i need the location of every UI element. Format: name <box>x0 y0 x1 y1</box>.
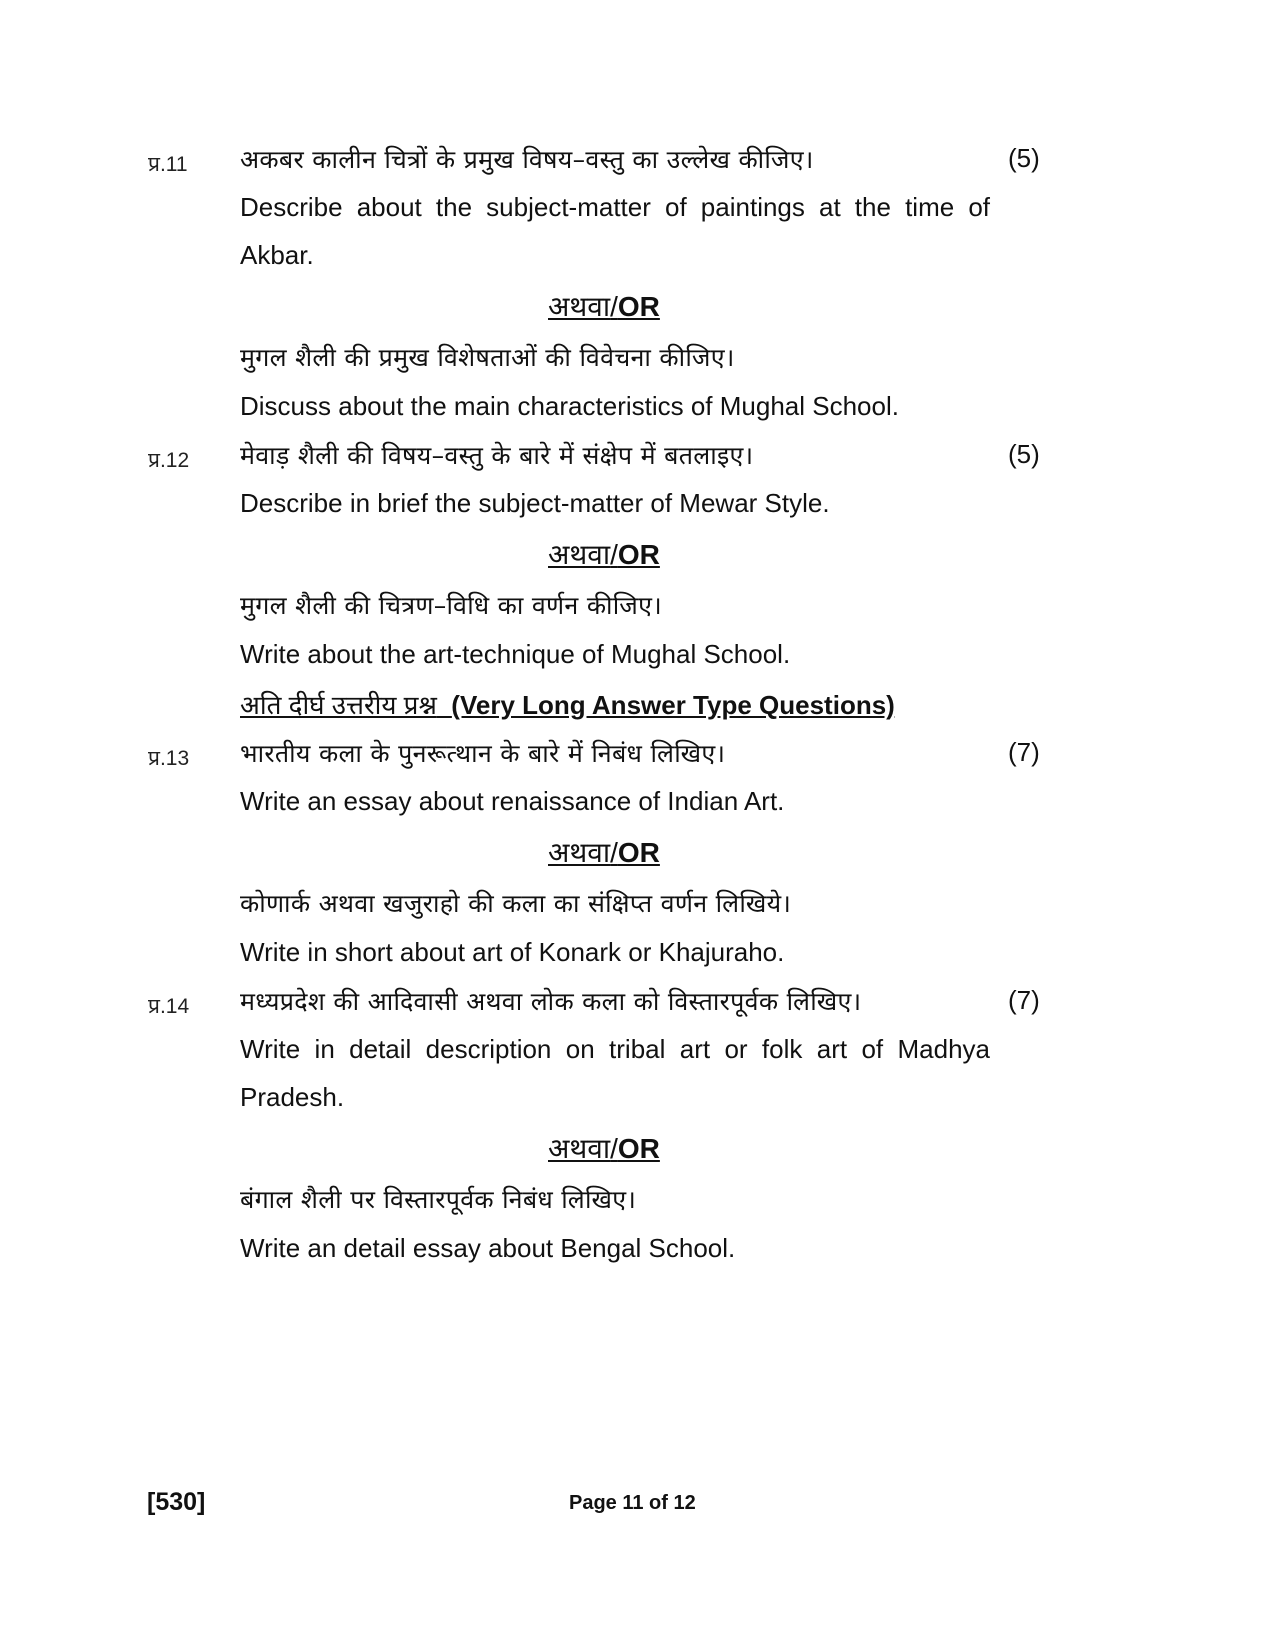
question-marks: (7) <box>1008 737 1040 767</box>
section-heading: अति दीर्घ उत्तरीय प्रश्न (Very Long Answer Type Questions) <box>240 690 895 720</box>
or-divider: अथवा/OR <box>548 291 660 322</box>
question-marks: (5) <box>1008 143 1040 173</box>
alternate-english: Discuss about the main characteristics of Mughal School. <box>240 391 899 421</box>
alternate-english: Write in short about art of Konark or Khajuraho. <box>240 937 785 967</box>
question-marks: (5) <box>1008 439 1040 469</box>
or-divider: अथवा/OR <box>548 837 660 868</box>
alternate-hindi: मुगल शैली की प्रमुख विशेषताओं की विवेचना कीजिए। <box>240 343 735 372</box>
question-english-cont: Pradesh. <box>240 1082 345 1112</box>
question-hindi: मेवाड़ शैली की विषय–वस्तु के बारे में संक्षेप में बतलाइए। <box>240 441 754 470</box>
page-number: Page 11 of 12 <box>569 1492 696 1514</box>
question-number: प्र.14 <box>148 995 190 1018</box>
question-english: Write in detail description on tribal art or folk art of Madhya <box>240 1034 990 1064</box>
alternate-hindi: मुगल शैली की चित्रण–विधि का वर्णन कीजिए। <box>240 591 663 620</box>
alternate-hindi: कोणार्क अथवा खजुराहो की कला का संक्षिप्त वर्णन लिखिये। <box>240 889 792 918</box>
question-english: Write an essay about renaissance of Indian Art. <box>240 786 785 816</box>
question-number: प्र.12 <box>148 449 190 472</box>
question-marks: (7) <box>1008 985 1040 1015</box>
alternate-hindi: बंगाल शैली पर विस्तारपूर्वक निबंध लिखिए। <box>240 1185 637 1214</box>
question-number: प्र.11 <box>148 153 188 176</box>
alternate-english: Write about the art-technique of Mughal School. <box>240 639 791 669</box>
question-hindi: मध्यप्रदेश की आदिवासी अथवा लोक कला को विस्तारपूर्वक लिखिए। <box>240 987 862 1016</box>
or-divider: अथवा/OR <box>548 1133 660 1164</box>
question-hindi: भारतीय कला के पुनरूत्थान के बारे में निबंध लिखिए। <box>240 739 726 768</box>
question-english-cont: Akbar. <box>240 240 314 270</box>
question-english: Describe in brief the subject-matter of Mewar Style. <box>240 488 830 518</box>
question-english: Describe about the subject-matter of paintings at the time of <box>240 192 990 222</box>
question-number: प्र.13 <box>148 747 190 770</box>
alternate-english: Write an detail essay about Bengal School. <box>240 1233 736 1263</box>
question-hindi: अकबर कालीन चित्रों के प्रमुख विषय–वस्तु का उल्लेख कीजिए। <box>240 145 814 174</box>
paper-code: [530] <box>147 1488 206 1516</box>
or-divider: अथवा/OR <box>548 539 660 570</box>
